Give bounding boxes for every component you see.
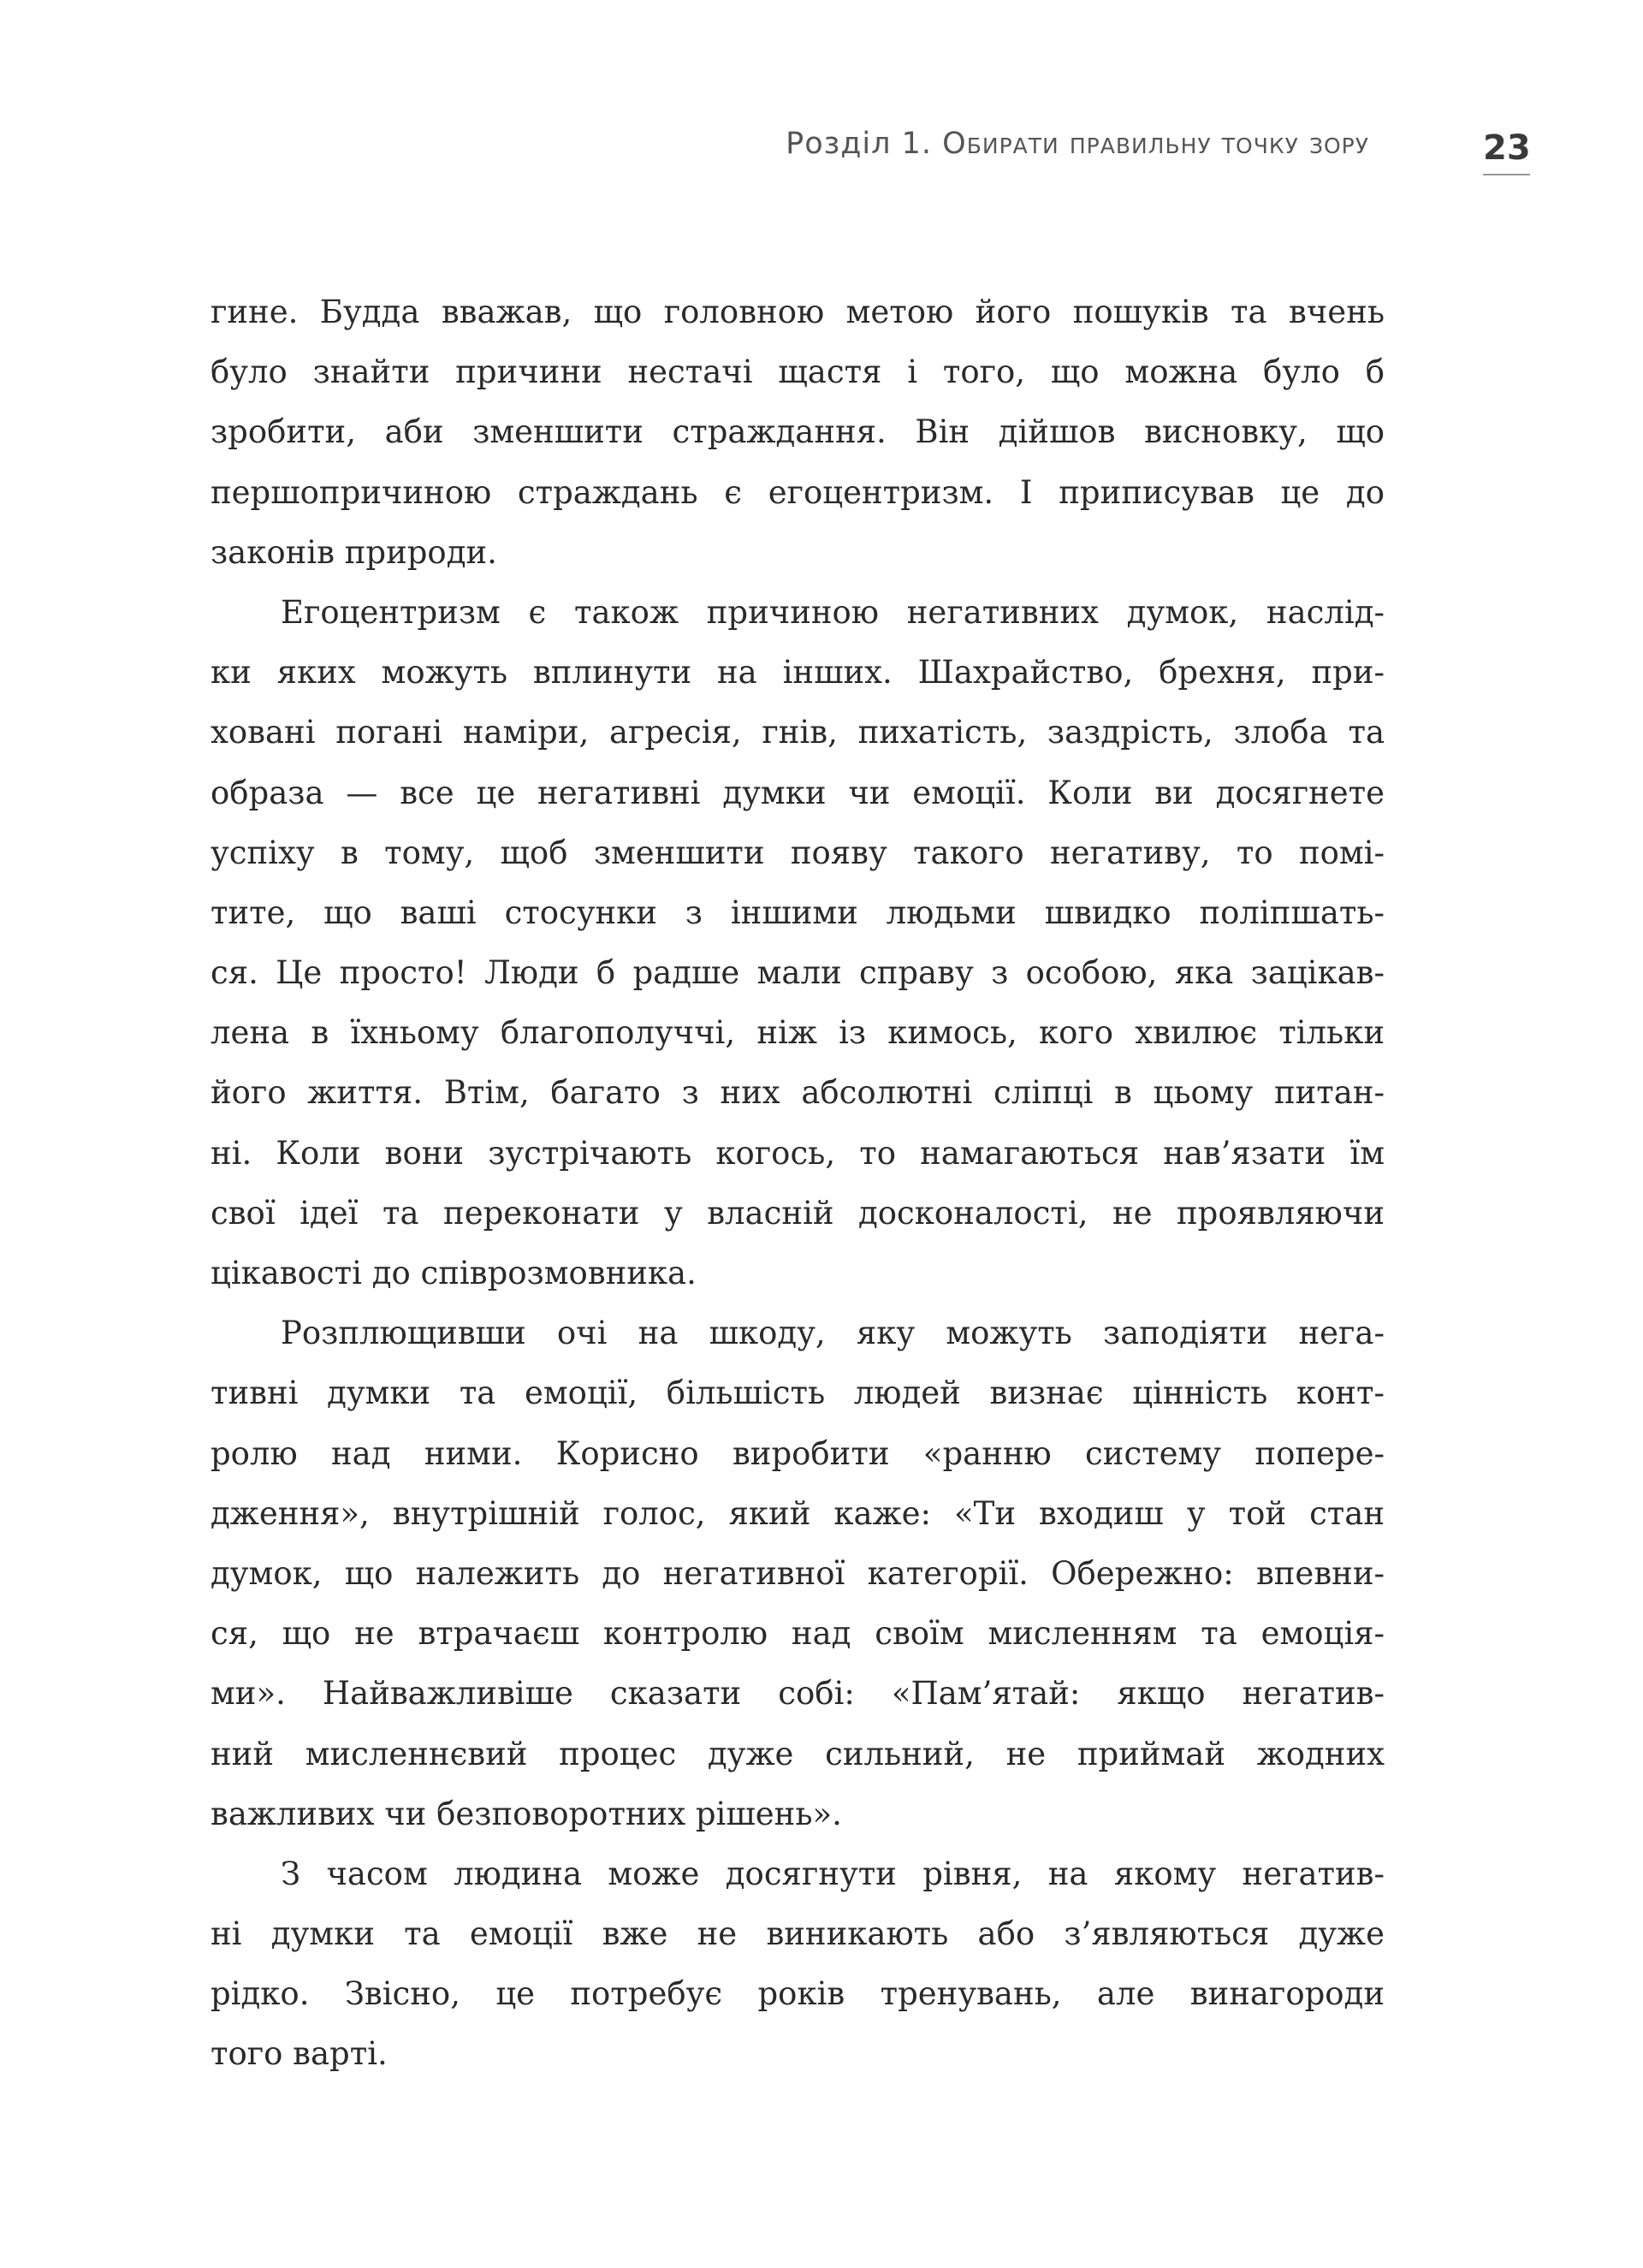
paragraph	[211, 1844, 1385, 2085]
text-line: законів природи.	[211, 533, 497, 571]
text-line: ми». Найважливіше сказати собі: «Пам’ятай: якщо негатив-	[211, 1675, 1385, 1713]
chapter-prefix: Розділ 1.	[786, 127, 943, 161]
text-line: Розплющивши очі на шкоду, яку можуть заподіяти нега-	[281, 1315, 1385, 1352]
text-line: ся. Це просто! Люди б радше мали справу з особою, яка зацікав-	[211, 954, 1385, 992]
running-head	[685, 127, 1369, 161]
text-line: гине. Будда вважав, що головною метою його пошуків та вчень	[211, 294, 1385, 330]
text-line: того варті.	[211, 2035, 388, 2073]
text-line: рідко. Звісно, це потребує років тренувань, але винагороди	[211, 1975, 1385, 2013]
text-line: першопричиною страждань є егоцентризм. І приписував це до	[211, 473, 1385, 511]
body-text	[211, 282, 1385, 2085]
text-line: тивні думки та емоції, більшість людей визнає цінність конт-	[211, 1374, 1385, 1412]
text-line: цікавості до співрозмовника.	[211, 1255, 697, 1291]
paragraph	[211, 282, 1385, 583]
paragraph	[211, 583, 1385, 1303]
text-line: лена в їхньому благополуччі, ніж із кимось, кого хвилює тільки	[211, 1014, 1385, 1052]
text-line: тите, що ваші стосунки з іншими людьми швидко поліпшать-	[211, 894, 1385, 931]
text-line: успіху в тому, щоб зменшити появу такого негативу, то помі-	[211, 834, 1385, 871]
text-line: свої ідеї та переконати у власній досконалості, не проявляючи	[211, 1194, 1385, 1232]
page-number: 23	[1483, 128, 1531, 168]
text-line: ні. Коли вони зустрічають когось, то намагаються нав’язати їм	[211, 1134, 1385, 1172]
chapter-title: Обирати правильну точку зору	[942, 127, 1369, 161]
text-line: було знайти причини нестачі щастя і того, що можна було б	[211, 353, 1385, 391]
text-line: ки яких можуть вплинути на інших. Шахрайство, брехня, при-	[211, 654, 1385, 692]
text-line: дження», внутрішній голос, який каже: «Ти входиш у той стан	[211, 1494, 1385, 1532]
text-line: ролю над ними. Корисно виробити «ранню систему попере-	[211, 1434, 1385, 1472]
text-line: Егоцентризм є також причиною негативних думок, наслід-	[281, 593, 1385, 631]
text-line: зробити, аби зменшити страждання. Він дійшов висновку, що	[211, 413, 1385, 451]
text-line: З часом людина може досягнути рівня, на якому негатив-	[281, 1855, 1385, 1892]
text-line: важливих чи безповоротних рішень».	[211, 1795, 842, 1832]
text-line: його життя. Втім, багато з них абсолютні сліпці в цьому питан-	[211, 1074, 1385, 1112]
text-line: ся, що не втрачаєш контролю над своїм мисленням та емоція-	[211, 1615, 1385, 1653]
text-line: образа — все це негативні думки чи емоції. Коли ви досягнете	[211, 774, 1385, 811]
paragraph	[211, 1303, 1385, 1844]
text-line: ховані погані наміри, агресія, гнів, пихатість, заздрість, злоба та	[211, 714, 1385, 751]
text-line: думок, що належить до негативної категорії. Обережно: впевни-	[211, 1554, 1385, 1592]
text-line: ний мисленнєвий процес дуже сильний, не приймай жодних	[211, 1735, 1385, 1772]
text-line: ні думки та емоції вже не виникають або з’являються дуже	[211, 1915, 1385, 1953]
page-number-rule	[1483, 174, 1530, 175]
